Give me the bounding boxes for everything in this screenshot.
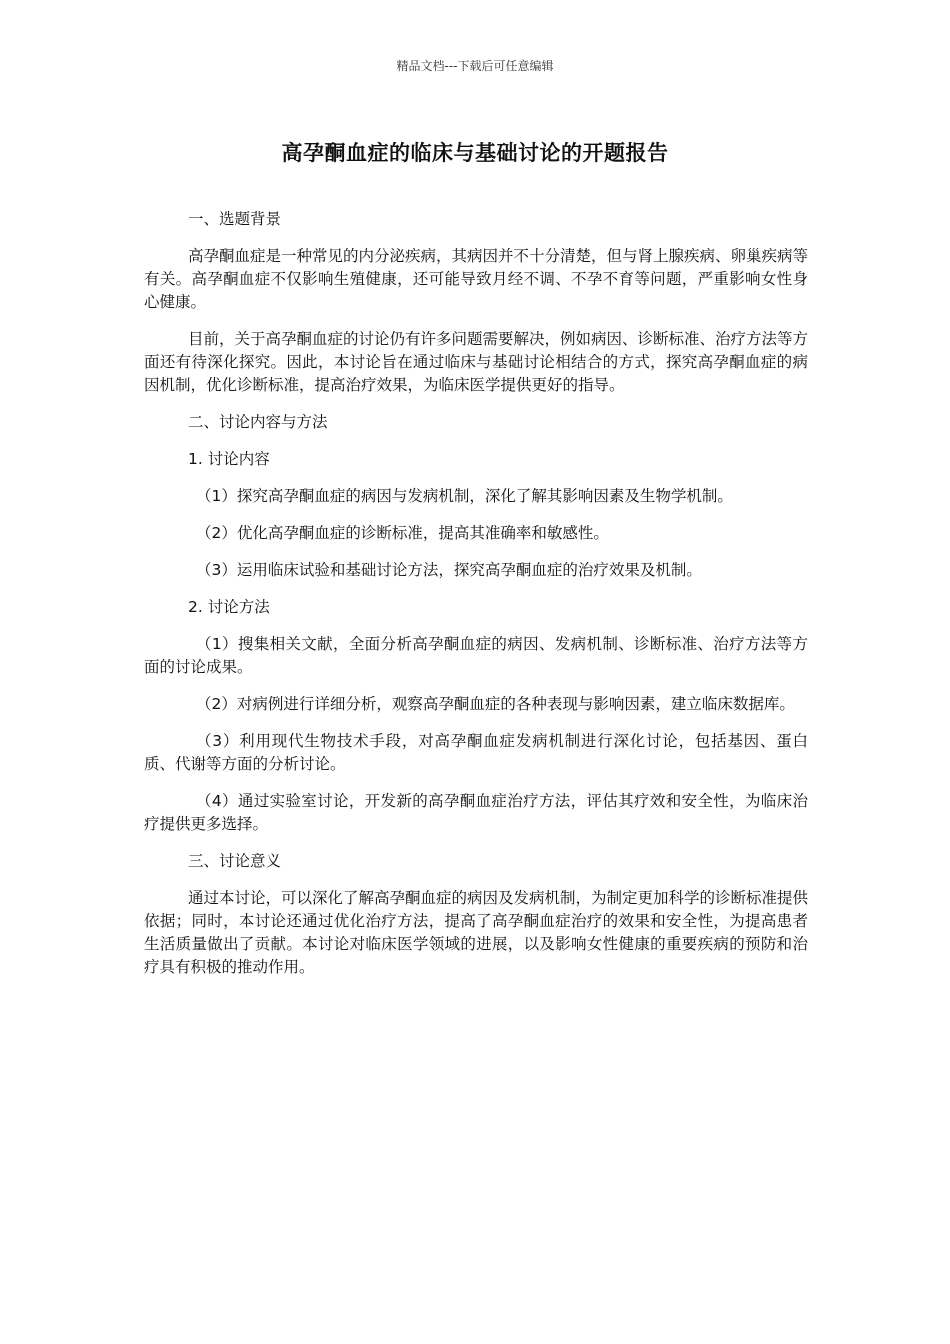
document-body xyxy=(144,208,808,993)
paragraph-background-2: 目前，关于高孕酮血症的讨论仍有许多问题需要解决，例如病因、诊断标准、治疗方法等方面还有待深化探究。因此，本讨论旨在通过临床与基础讨论相结合的方式，探究高孕酮血症的病因机制，优化诊断标准，提高治疗效果，为临床医学提供更好的指导。 xyxy=(144,330,809,394)
paragraph-significance: 通过本讨论，可以深化了解高孕酮血症的病因及发病机制，为制定更加科学的诊断标准提供依据；同时，本讨论还通过优化治疗方法，提高了高孕酮血症治疗的效果和安全性，为提高患者生活质量做出了贡献。本讨论对临床医学领域的进展，以及影响女性健康的重要疾病的预防和治疗具有积极的推动作用。 xyxy=(144,889,809,976)
header-note: 精品文档---下载后可任意编辑 xyxy=(396,59,554,73)
subheading-methods: 2. 讨论方法 xyxy=(188,598,270,616)
paragraph-background-1: 高孕酮血症是一种常见的内分泌疾病，其病因并不十分清楚，但与肾上腺疾病、卵巢疾病等有关。高孕酮血症不仅影响生殖健康，还可能导致月经不调、不孕不育等问题，严重影响女性身心健康。 xyxy=(144,247,809,311)
section-heading-significance: 三、讨论意义 xyxy=(188,852,282,870)
method-item-3: （3）利用现代生物技术手段，对高孕酮血症发病机制进行深化讨论，包括基因、蛋白质、代谢等方面的分析讨论。 xyxy=(144,732,808,773)
method-item-1: （1）搜集相关文献，全面分析高孕酮血症的病因、发病机制、诊断标准、治疗方法等方面的讨论成果。 xyxy=(144,635,808,676)
section-heading-content-methods: 二、讨论内容与方法 xyxy=(188,413,328,431)
content-item-1: （1）探究高孕酮血症的病因与发病机制，深化了解其影响因素及生物学机制。 xyxy=(196,487,733,505)
section-heading-background: 一、选题背景 xyxy=(188,210,282,228)
content-item-3: （3）运用临床试验和基础讨论方法，探究高孕酮血症的治疗效果及机制。 xyxy=(196,561,702,579)
subheading-content: 1. 讨论内容 xyxy=(188,450,270,468)
document-title: 高孕酮血症的临床与基础讨论的开题报告 xyxy=(281,141,669,165)
content-item-2: （2）优化高孕酮血症的诊断标准，提高其准确率和敏感性。 xyxy=(196,524,609,542)
method-item-2: （2）对病例进行详细分析，观察高孕酮血症的各种表现与影响因素，建立临床数据库。 xyxy=(196,695,795,713)
method-item-4: （4）通过实验室讨论，开发新的高孕酮血症治疗方法，评估其疗效和安全性，为临床治疗提供更多选择。 xyxy=(144,792,808,833)
